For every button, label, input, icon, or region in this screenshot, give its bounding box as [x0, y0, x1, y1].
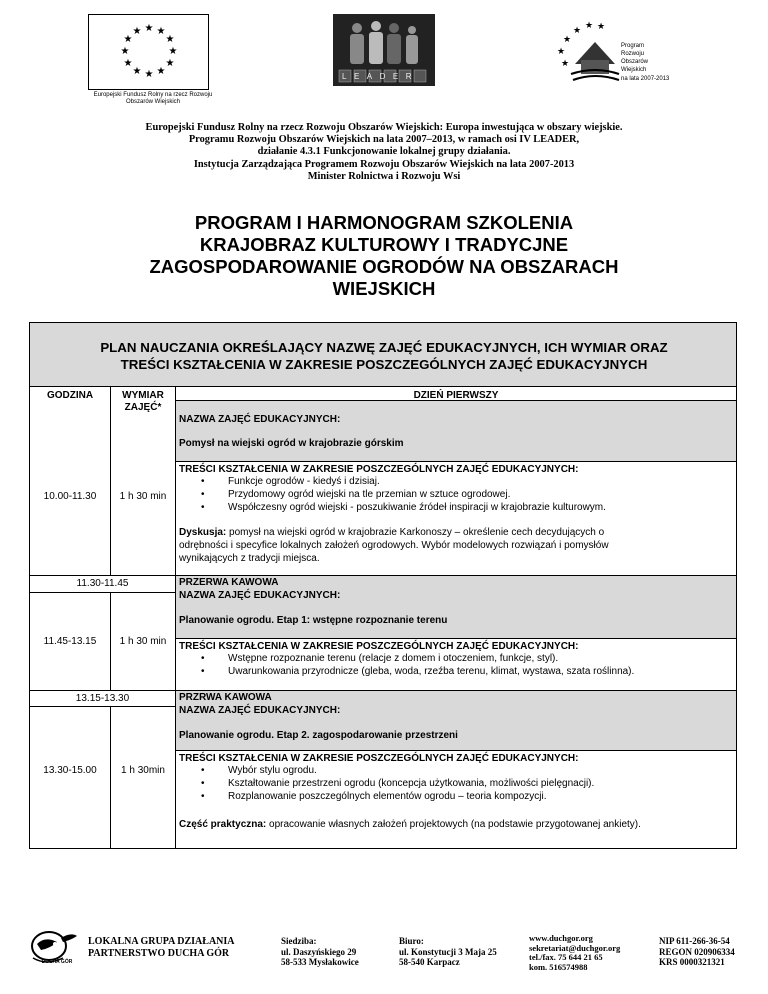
funding-statement: Europejski Fundusz Rolny na rzecz Rozwoju Obszarów Wiejskich: Europa inwestująca w obszary wiejskie. Programu Rozwoju Obszarów Wiejskich na lata 2007–2013, w ramach osi IV LEADER, działanie 4.3.1 Funkcjonowanie lokalnej grupy działania. Instytucja Zarządzająca Programem Rozwoju Obszarów Wiejskich na lata 2007-2013 Minister Rolnictwa i Rozwoju Wsi: [145, 122, 623, 182]
list-item: • Wybór stylu ogrodu.: [179, 765, 734, 778]
svg-text:★: ★: [562, 35, 572, 45]
plan-table-title: PLAN NAUCZANIA OKREŚLAJĄCY NAZWĘ ZAJĘĆ EDUKACYJNYCH, ICH WYMIAR ORAZ TREŚCI KSZTAŁCENIA W ZAKRESIE POSZCZEGÓLNYCH ZAJĘĆ EDUKACYJNYCH: [100, 340, 668, 372]
s3-practice: Część praktyczna: opracowanie własnych założeń projektowych (na podstawie przygotowanej ankiety).: [179, 819, 641, 830]
s3-topic: Planowanie ogrodu. Etap 2. zagospodarowanie przestrzeni: [179, 730, 458, 741]
discussion-label: Dyskusja:: [179, 527, 227, 538]
rule: [175, 750, 737, 751]
svg-text:★: ★: [132, 26, 142, 37]
svg-text:★: ★: [165, 34, 175, 45]
svg-text:★: ★: [123, 58, 133, 69]
list-item: • Kształtowanie przestrzeni ogrodu (koncepcja użytkowania, możliwości pielęgnacji).: [179, 778, 734, 791]
s1-name-bg: [175, 400, 736, 461]
footer-contact: www.duchgor.org sekretariat@duchgor.org tel./fax. 75 644 21 65 kom. 516574988: [529, 933, 621, 972]
s3-time: 13.30-15.00: [43, 765, 97, 776]
svg-text:★: ★: [556, 47, 566, 57]
s1-time: 10.00-11.30: [43, 491, 97, 502]
col-header-wymiar: WYMIAR ZAJĘĆ*: [122, 390, 164, 413]
s1-duration: 1 h 30 min: [119, 491, 167, 502]
rule: [29, 706, 175, 707]
svg-text:★: ★: [572, 26, 582, 36]
prow-house-stars-icon: [545, 14, 621, 86]
footer-office: Biuro: ul. Konstytucji 3 Maja 25 58-540 Karpacz: [399, 936, 497, 967]
list-item: • Wstępne rozpoznanie terenu (relacje z domem i otoczeniem, funkcje, styl).: [179, 653, 734, 666]
s1-content-label: TREŚCI KSZTAŁCENIA W ZAKRESIE POSZCZEGÓLNYCH ZAJĘĆ EDUKACYJNYCH:: [179, 464, 579, 475]
svg-text:★: ★: [596, 22, 606, 32]
break2-label: PRZRWA KAWOWA: [179, 692, 272, 703]
eu-fund-caption: Europejski Fundusz Rolny na rzecz Rozwoju Obszarów Wiejskich: [93, 92, 213, 105]
rule: [175, 461, 737, 462]
svg-text:★: ★: [144, 23, 154, 34]
footer-seat: Siedziba: ul. Daszyńskiego 29 58-533 Mysłakowice: [281, 936, 359, 967]
col-header-day: DZIEŃ PIERWSZY: [413, 390, 499, 401]
rule: [29, 386, 737, 387]
rule: [29, 592, 175, 593]
list-item: • Przydomowy ogród wiejski na tle przemian w sztuce ogrodowej.: [179, 489, 734, 502]
footer-registry: NIP 611-266-36-54 REGON 020906334 KRS 0000321321: [659, 936, 735, 967]
rule: [175, 638, 737, 639]
s2-bullet-list: [179, 653, 734, 679]
list-item: • Uwarunkowania przyrodnicze (gleba, woda, rzeźba terenu, klimat, wystawa, szata roślinna).: [179, 666, 734, 679]
rule: [110, 706, 111, 849]
rule: [110, 386, 111, 575]
s2-content-label: TREŚCI KSZTAŁCENIA W ZAKRESIE POSZCZEGÓLNYCH ZAJĘĆ EDUKACYJNYCH:: [179, 641, 579, 652]
s2-duration: 1 h 30 min: [119, 636, 167, 647]
svg-text:★: ★: [165, 58, 175, 69]
logo-wordmark: DUCHA GÓR: [41, 959, 73, 965]
s3-content-label: TREŚCI KSZTAŁCENIA W ZAKRESIE POSZCZEGÓLNYCH ZAJĘĆ EDUKACYJNYCH:: [179, 753, 579, 764]
s1-name-label: NAZWA ZAJĘĆ EDUKACYJNYCH:: [179, 414, 341, 425]
list-item: • Współczesny ogród wiejski - poszukiwanie źródeł inspiracji w krajobrazie kulturowym.: [179, 502, 734, 515]
break1-time: 11.30-11.45: [76, 578, 129, 589]
s1-bullet-list: [179, 476, 734, 514]
practice-label: Część praktyczna:: [179, 819, 267, 830]
spirit-face-icon: [27, 928, 79, 972]
s1-discussion: Dyskusja: pomysł na wiejski ogród w krajobrazie Karkonoszy – określenie cech decydujących o odrębności i specyfice lokalnych założeń ogrodowych. Wybór modelowych rozwiązań i pomysłów wynikających z tradycji miejsca.: [179, 527, 609, 564]
svg-text:★: ★: [120, 46, 130, 57]
s3-bullet-list: [179, 765, 734, 803]
s2-name-label: NAZWA ZAJĘĆ EDUKACYJNYCH:: [179, 590, 341, 601]
s3-name-label: NAZWA ZAJĘĆ EDUKACYJNYCH:: [179, 705, 341, 716]
col-header-godzina: GODZINA: [46, 390, 94, 401]
svg-text:★: ★: [156, 26, 166, 37]
svg-text:★: ★: [560, 59, 570, 69]
rule: [175, 386, 176, 849]
eu-stars-icon: [89, 15, 208, 89]
s1-topic: Pomysł na wiejski ogród w krajobrazie górskim: [179, 438, 404, 449]
leader-wordmark: LEADER: [342, 72, 420, 81]
break1-label: PRZERWA KAWOWA: [179, 577, 279, 588]
svg-text:★: ★: [584, 21, 594, 31]
svg-text:★: ★: [156, 66, 166, 77]
s2-time: 11.45-13.15: [43, 636, 97, 647]
svg-text:★: ★: [144, 69, 154, 80]
page-title: PROGRAM I HARMONOGRAM SZKOLENIA KRAJOBRAZ KULTUROWY I TRADYCJNE ZAGOSPODAROWANIE OGRODÓW NA OBSZARACH WIEJSKICH: [149, 212, 619, 299]
s2-topic: Planowanie ogrodu. Etap 1: wstępne rozpoznanie terenu: [179, 615, 448, 626]
break2-time: 13.15-13.30: [75, 693, 130, 704]
prow-caption: Program Rozwoju Obszarów Wiejskich na lata 2007-2013: [621, 43, 670, 82]
s3-duration: 1 h 30min: [121, 765, 165, 776]
leader-logo: [333, 14, 435, 86]
eu-flag-logo: [88, 14, 209, 90]
duch-gor-logo: [27, 928, 79, 972]
list-item: • Rozplanowanie poszczególnych elementów ogrodu – teoria kompozycji.: [179, 791, 734, 804]
rule: [29, 690, 737, 691]
svg-text:★: ★: [168, 46, 178, 57]
svg-text:★: ★: [123, 34, 133, 45]
svg-text:★: ★: [132, 66, 142, 77]
footer-org: LOKALNA GRUPA DZIAŁANIA PARTNERSTWO DUCHA GÓR: [88, 936, 235, 959]
list-item: • Funkcje ogrodów - kiedyś i dzisiaj.: [179, 476, 734, 489]
rule: [29, 575, 737, 576]
